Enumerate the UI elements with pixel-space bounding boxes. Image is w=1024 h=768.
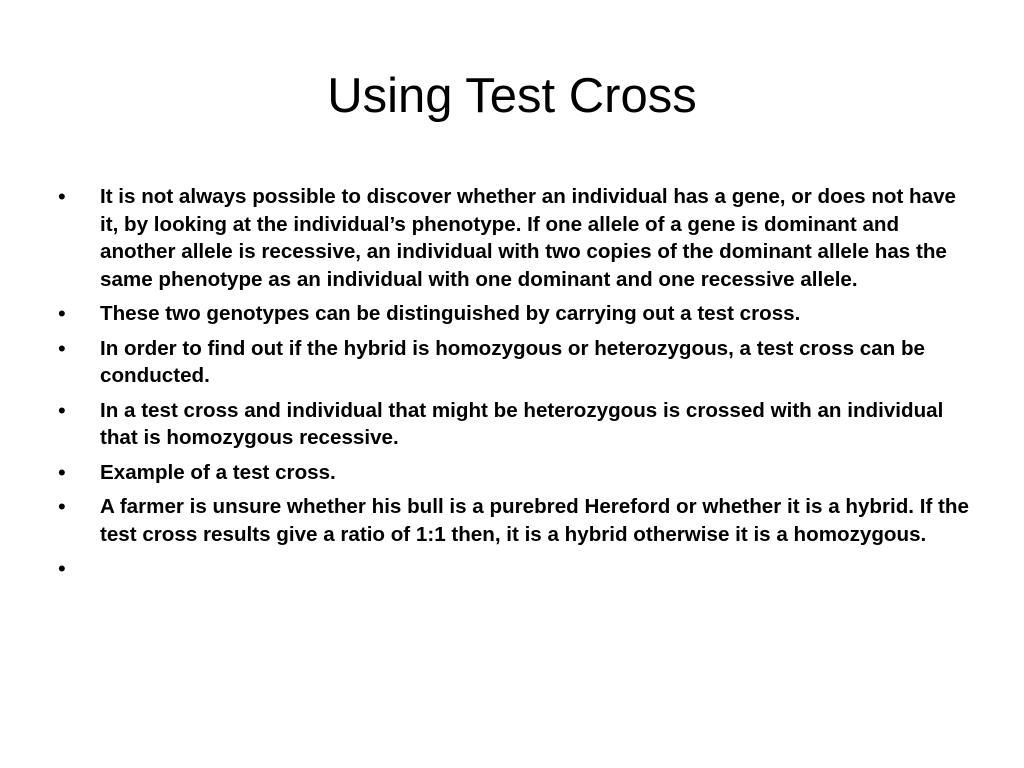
bullet-text: These two genotypes can be distinguished by carrying out a test cross. xyxy=(100,302,801,325)
bullet-item-4 xyxy=(58,397,978,452)
bullet-item-2 xyxy=(58,300,978,328)
slide-title: Using Test Cross xyxy=(327,69,697,123)
bullet-icon: • xyxy=(58,459,66,485)
bullet-icon: • xyxy=(58,397,66,423)
bullet-item-6 xyxy=(58,493,978,548)
bullet-icon: • xyxy=(58,301,66,326)
bullet-text: It is not always possible to discover whether an individual has a gene, or does not have it, by looking at the individual’s phenotype. If one allele of a gene is dominant and another allele is recessive, an individual with two copies of the dominant allele has the same phenotype as an individual with one dominant and one recessive allele. xyxy=(100,185,956,291)
bullet-list xyxy=(58,183,978,590)
bullet-text: A farmer is unsure whether his bull is a purebred Hereford or whether it is a hybrid. If the test cross results give a ratio of 1:1 then, it is a hybrid otherwise it is a homozygous. xyxy=(100,495,969,546)
bullet-item-7 xyxy=(58,555,978,583)
bullet-icon: • xyxy=(58,494,66,519)
bullet-icon: • xyxy=(58,556,66,581)
bullet-text xyxy=(100,555,978,583)
bullet-icon: • xyxy=(58,335,66,361)
bullet-item-1 xyxy=(58,183,978,293)
bullet-icon: • xyxy=(58,184,66,209)
bullet-text: In a test cross and individual that might be heterozygous is crossed with an individual that is homozygous recessive. xyxy=(100,398,944,449)
bullet-text: Example of a test cross. xyxy=(100,460,336,484)
bullet-item-5 xyxy=(58,459,978,487)
bullet-item-3 xyxy=(58,335,978,390)
bullet-text: In order to find out if the hybrid is homozygous or heterozygous, a test cross can be conducted. xyxy=(100,336,925,387)
